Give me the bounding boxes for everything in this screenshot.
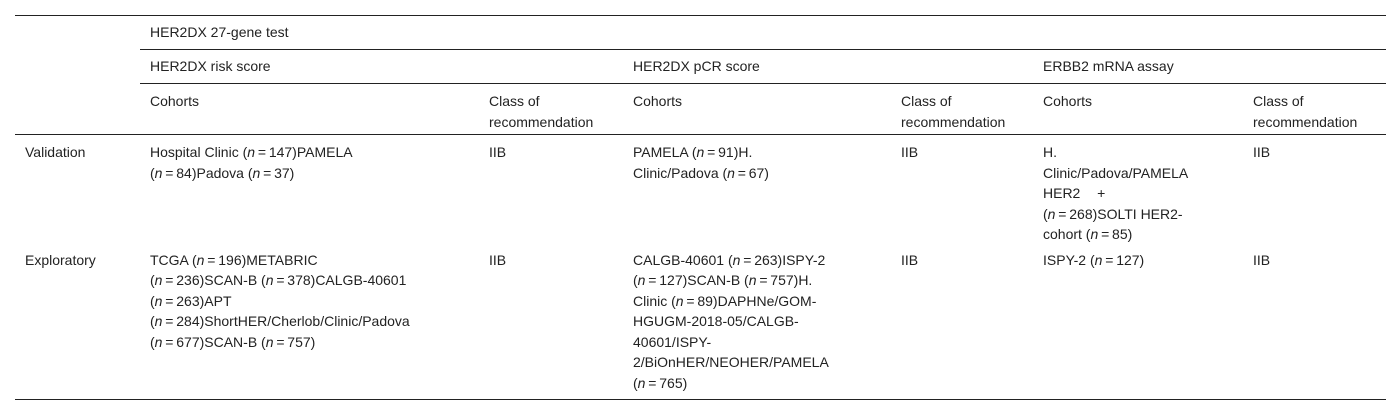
- group-header-erbb2-assay: ERBB2 mRNA assay: [1033, 49, 1386, 84]
- pcr-class-cell: IIB: [891, 247, 1033, 400]
- cohort-line: Clinic (n = 89)DAPHNe/GOM-: [633, 292, 817, 309]
- group-header-risk-score: HER2DX risk score: [140, 49, 623, 84]
- risk-cohorts-cell: [140, 135, 479, 247]
- row-label: Exploratory: [15, 247, 140, 400]
- risk-class-cell: IIB: [489, 144, 507, 160]
- column-header-class: Class of recommendation: [479, 84, 623, 135]
- cohort-line: (n = 84)Padova (n = 37): [150, 164, 295, 181]
- cohort-line: (n = 263)APT: [150, 292, 232, 309]
- table-title: HER2DX 27-gene test: [140, 16, 1386, 50]
- column-header-cohorts: Cohorts: [1033, 84, 1243, 135]
- cohort-line: (n = 765): [633, 374, 688, 391]
- table-row: [15, 247, 1386, 400]
- column-header-class: Class of recommendation: [891, 84, 1033, 135]
- cohort-line: 2/BiOnHER/NEOHER/PAMELA: [633, 354, 829, 370]
- cohort-line: Hospital Clinic (n = 147)PAMELA: [150, 144, 353, 160]
- cohort-line: (n = 284)ShortHER/Cherlob/Clinic/Padova: [150, 313, 410, 329]
- erbb2-cohorts-cell: [1033, 247, 1243, 400]
- pcr-cohorts-cell: [623, 135, 891, 247]
- cohort-line: Clinic/Padova (n = 67): [633, 164, 769, 181]
- row-label: Validation: [25, 144, 86, 160]
- erbb2-class-cell: IIB: [1253, 144, 1271, 160]
- column-header-class: Class of recommendation: [1243, 84, 1386, 135]
- column-header-cohorts: Cohorts: [140, 84, 479, 135]
- erbb2-cohorts-cell: [1033, 135, 1243, 247]
- column-header-row: [15, 84, 1386, 135]
- cohort-line: PAMELA (n = 91)H.: [633, 144, 753, 160]
- cohort-line: cohort (n = 85): [1043, 226, 1133, 242]
- cohort-line: 40601/ISPY-: [633, 333, 712, 350]
- risk-class-cell: IIB: [479, 247, 623, 400]
- cohort-line: HER2 +: [1043, 185, 1106, 201]
- column-header-cohorts: Cohorts: [623, 84, 891, 135]
- table-title-row: [15, 16, 1386, 50]
- cohort-line: CALGB-40601 (n = 263)ISPY-2: [633, 251, 826, 268]
- erbb2-class-cell: IIB: [1243, 247, 1386, 400]
- pcr-class-cell: IIB: [901, 144, 919, 160]
- cohort-line: Clinic/Padova/PAMELA: [1043, 164, 1189, 181]
- cohort-line: ISPY-2 (n = 127): [1043, 251, 1145, 268]
- table-row: [15, 135, 1386, 247]
- pcr-cohorts-cell: [623, 247, 891, 400]
- cohort-line: (n = 268)SOLTI HER2-: [1043, 205, 1183, 222]
- cohort-line: HGUGM-2018-05/CALGB-: [633, 313, 799, 329]
- cohort-line: H.: [1043, 144, 1057, 160]
- cohort-line: TCGA (n = 196)METABRIC: [150, 251, 318, 268]
- group-header-pcr-score: HER2DX pCR score: [623, 49, 1033, 84]
- group-header-row: [15, 49, 1386, 84]
- cohort-recommendation-table: [15, 15, 1386, 400]
- risk-cohorts-cell: [140, 247, 479, 400]
- cohort-line: (n = 236)SCAN-B (n = 378)CALGB-40601: [150, 272, 407, 288]
- cohort-line: (n = 677)SCAN-B (n = 757): [150, 333, 316, 350]
- cohort-line: (n = 127)SCAN-B (n = 757)H.: [633, 272, 813, 288]
- empty-corner-cell: [15, 16, 140, 50]
